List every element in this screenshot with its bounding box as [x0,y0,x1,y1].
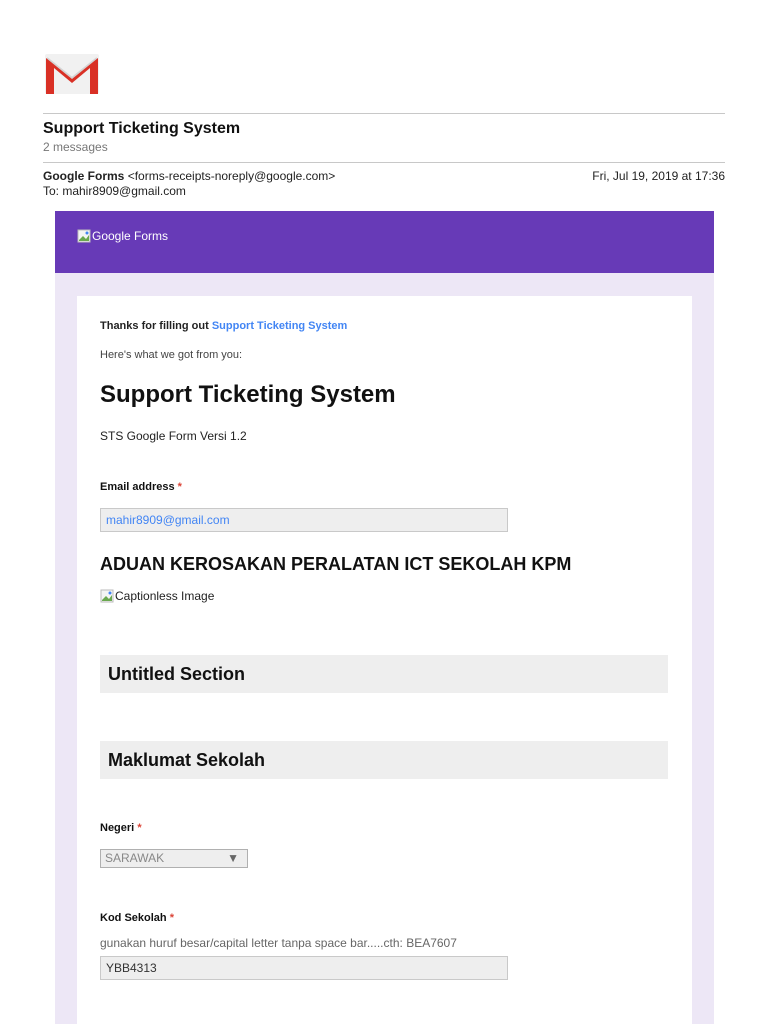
got-from-you-text: Here's what we got from you: [100,349,243,361]
sender-name: Google Forms [43,169,125,183]
negeri-select [100,849,248,868]
form-title: Support Ticketing System [100,381,396,408]
google-forms-logo-alt: Google Forms [92,229,169,243]
chevron-down-icon: ▼ [227,851,239,865]
broken-image-icon [100,589,114,603]
thanks-prefix: Thanks for filling out [100,320,212,332]
captionless-image-alt: Captionless Image [115,589,215,603]
email-question-label [100,481,182,493]
broken-image-icon [77,229,91,243]
recipient-line: To: mahir8909@gmail.com [43,184,186,198]
message-count: 2 messages [43,140,108,154]
section-maklumat-sekolah: Maklumat Sekolah [100,741,668,779]
required-marker: * [177,481,182,493]
divider [43,162,725,163]
google-forms-logo [77,229,168,243]
negeri-selected-value: SARAWAK [105,851,165,865]
sender-address: <forms-receipts-noreply@google.com> [127,169,336,183]
kod-sekolah-question-label [100,912,174,924]
section-untitled: Untitled Section [100,655,668,693]
section-heading: ADUAN KEROSAKAN PERALATAN ICT SEKOLAH KPM [100,554,572,574]
email-field: mahir8909@gmail.com [100,508,508,532]
email-subject: Support Ticketing System [43,120,241,137]
required-marker: * [137,822,142,834]
divider [43,113,725,114]
form-link[interactable]: Support Ticketing System [211,320,348,332]
captionless-image [100,589,214,603]
gmail-logo-icon [43,52,101,96]
negeri-question-label [100,822,142,834]
forms-header [55,211,714,273]
required-marker: * [169,912,174,924]
email-date: Fri, Jul 19, 2019 at 17:36 [592,169,725,183]
kod-sekolah-field: YBB4313 [100,956,508,980]
sender-line [43,169,335,183]
kod-sekolah-hint: gunakan huruf besar/capital letter tanpa space bar.....cth: BEA7607 [100,936,457,950]
negeri-label-text: Negeri [100,822,135,834]
kod-sekolah-label-text: Kod Sekolah [100,912,167,924]
email-label-text: Email address [100,481,175,493]
thanks-line [100,320,347,332]
form-description: STS Google Form Versi 1.2 [100,429,247,443]
